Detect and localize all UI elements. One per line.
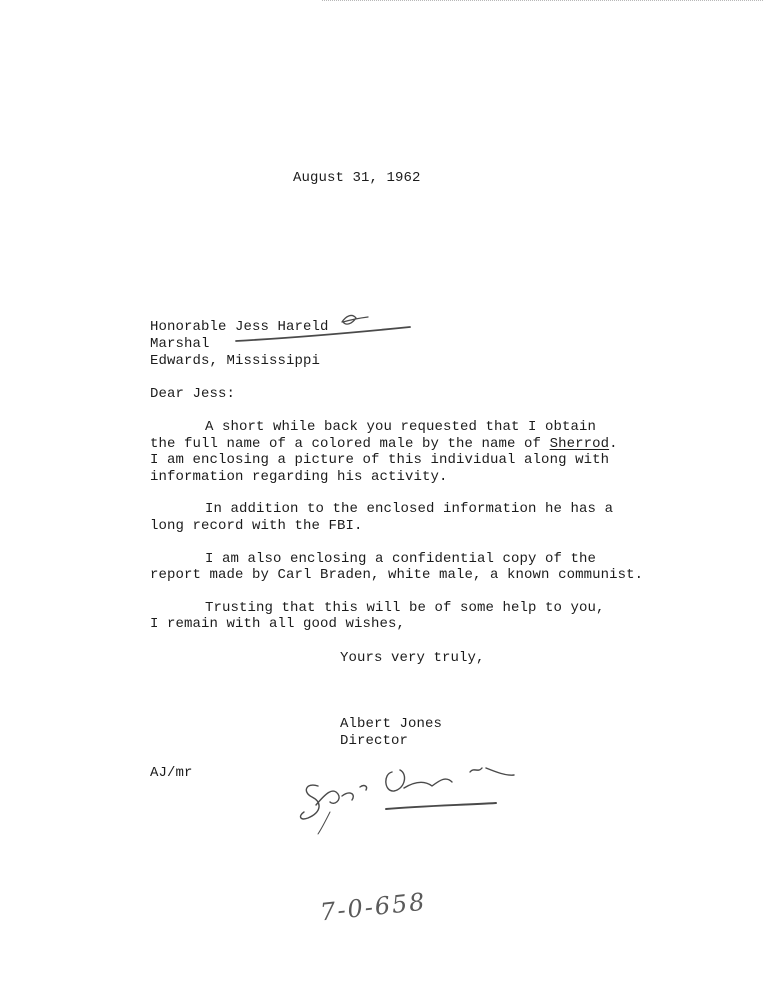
paragraph-4-line-2: I remain with all good wishes,	[150, 616, 406, 632]
paragraph-1-line-2	[150, 436, 618, 453]
signature-scrawl	[301, 768, 514, 819]
typist-initials: AJ/mr	[150, 765, 193, 781]
paragraph-3-line-1: I am also enclosing a confidential copy of the	[205, 551, 597, 567]
paragraph-1-line-2-period: .	[609, 436, 618, 452]
addressee-location: Edwards, Mississippi	[150, 353, 321, 369]
paragraph-2-line-1: In addition to the enclosed information he has a	[205, 501, 614, 517]
paragraph-1-line-4: information regarding his activity.	[150, 469, 448, 485]
underlined-name: Sherrod	[549, 436, 610, 452]
handwritten-file-number: 7-0-658	[318, 887, 428, 927]
signature-tail	[318, 812, 330, 834]
paragraph-3-line-2: report made by Carl Braden, white male, a known communist.	[150, 567, 644, 583]
paragraph-1-line-2-text: the full name of a colored male by the name of	[150, 436, 550, 452]
paragraph-4-line-1: Trusting that this will be of some help to you,	[205, 600, 605, 616]
paragraph-1-line-3: I am enclosing a picture of this individual along with	[150, 452, 610, 468]
signer-title: Director	[340, 733, 409, 749]
paragraph-2-line-2: long record with the FBI.	[150, 518, 363, 534]
scan-edge-border	[322, 0, 763, 5]
addressee-pen-mark	[342, 315, 368, 324]
addressee-title: Marshal	[150, 336, 210, 352]
paragraph-1-line-1: A short while back you requested that I obtain	[205, 419, 597, 435]
signature-underline	[386, 803, 496, 809]
addressee-name: Honorable Jess Hareld	[150, 319, 329, 335]
signer-name: Albert Jones	[340, 716, 443, 732]
letter-date: August 31, 1962	[293, 170, 421, 186]
salutation: Dear Jess:	[150, 386, 236, 402]
closing: Yours very truly,	[340, 650, 485, 666]
